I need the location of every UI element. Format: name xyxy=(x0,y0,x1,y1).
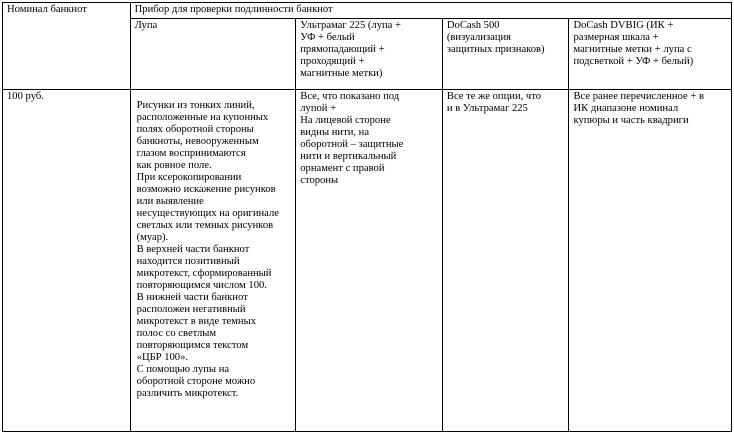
docash500-description-cell xyxy=(442,90,569,432)
loupe-paragraph: В верхней части банкнот находится позитивный микротекст, сформированный повторяющимся числом 100. xyxy=(136,244,272,291)
docash500-header-cell xyxy=(442,19,569,90)
loupe-paragraph: Рисунки из тонких линий, расположенные на купонных полях оборотной стороны банкноты, невооруженным глазом воспринимаются как ровное поле. xyxy=(136,100,269,171)
loupe-paragraph: С помощью лупы на оборотной стороне можно различить микротекст. xyxy=(136,364,256,399)
banknote-verification-table xyxy=(2,2,732,432)
loupe-paragraph: В нижней части банкнот расположен негативный микротекст в виде темных полос со светлым повторяющимся текстом «ЦБР 100». xyxy=(136,292,256,363)
docash-dvbig-header: DoCash DVBIG (ИК + размерная шкала + магнитные метки + лупа с подсветкой + УФ + белый) xyxy=(573,20,694,67)
docash500-description: Все те же опции, что и в Ультрамаг 225 xyxy=(446,91,542,114)
ultramag-header: Ультрамаг 225 (лупа + УФ + белый прямопадающий + проходящий + магнитные метки) xyxy=(300,20,401,79)
table-header-row xyxy=(3,3,732,19)
table-row-100-rub xyxy=(3,90,732,432)
ultramag-description-cell xyxy=(296,90,443,432)
ultramag-description: Все, что показано под лупой + На лицевой стороне видны нити, на оборотной – защитные нити и вертикальный орнамент с правой стороны xyxy=(300,91,404,186)
nominal-value: 100 руб. xyxy=(7,91,44,102)
ultramag-header-cell xyxy=(296,19,443,90)
docash-dvbig-description: Все ранее перечисленное + в ИК диапазоне номинал купюры и часть квадриги xyxy=(573,91,704,126)
loupe-header: Лупа xyxy=(134,20,158,31)
loupe-description-cell xyxy=(130,90,296,432)
nominal-cell xyxy=(3,90,131,432)
nominal-header: Номинал банкнот xyxy=(7,4,87,15)
docash-dvbig-header-cell xyxy=(569,19,732,90)
device-header-cell xyxy=(130,3,731,19)
docash-dvbig-description-cell xyxy=(569,90,732,432)
docash500-header: DoCash 500 (визуализация защитных признаков) xyxy=(446,20,545,55)
loupe-header-cell xyxy=(130,19,296,90)
nominal-header-cell xyxy=(3,3,131,90)
device-header: Прибор для проверки подлинности банкнот xyxy=(134,4,333,15)
loupe-paragraph: При ксерокопировании возможно искажение рисунков или выявление несуществующих на оригинале светлых или темных рисунков (муар). xyxy=(136,172,279,243)
